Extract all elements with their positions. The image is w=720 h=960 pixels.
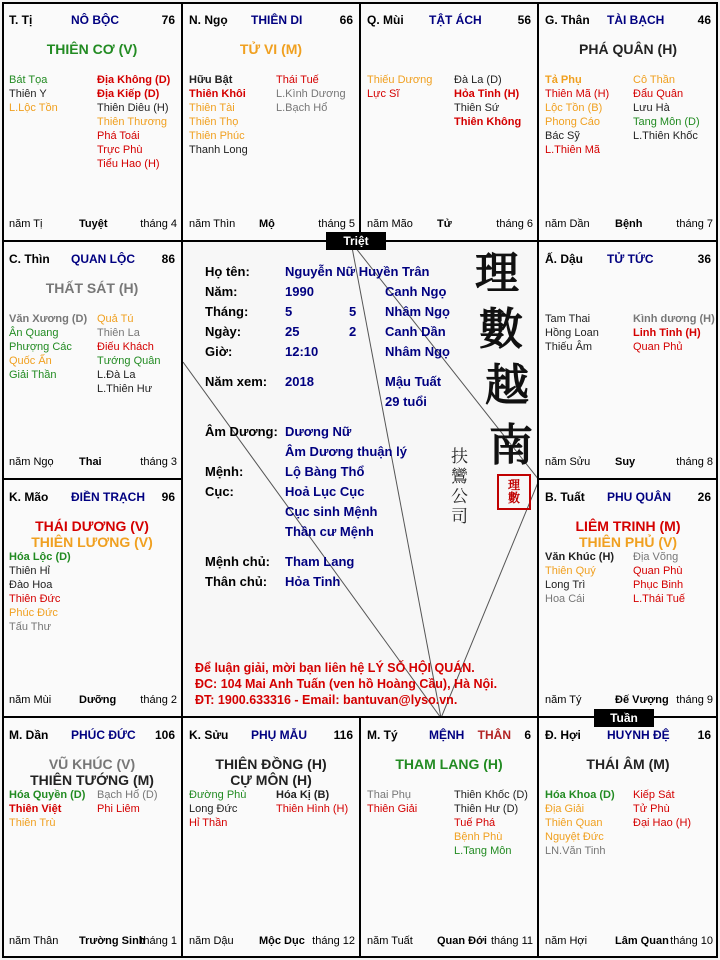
red-stamp: 理 數 bbox=[497, 474, 531, 510]
palace-can-chi: Ấ. Dậu bbox=[545, 252, 584, 266]
minor-stars-right bbox=[454, 788, 528, 858]
palace-dai-han: 116 bbox=[333, 728, 353, 742]
minor-star: Tang Môn (D) bbox=[633, 116, 700, 128]
thang-duong: 5 bbox=[285, 304, 293, 319]
palace-name: PHỤ MẪU bbox=[251, 728, 307, 742]
palace-month: tháng 7 bbox=[676, 218, 713, 230]
palace-truong-sinh: Dưỡng bbox=[79, 694, 117, 706]
ngay-duong: 25 bbox=[285, 324, 300, 339]
palace-month: tháng 10 bbox=[670, 935, 713, 947]
small-char-2: 鸞 bbox=[451, 467, 468, 487]
minor-stars-right bbox=[633, 312, 715, 354]
minor-stars-left bbox=[189, 73, 248, 157]
nam-xem-label: Năm xem: bbox=[205, 374, 268, 389]
minor-stars-right bbox=[97, 312, 161, 396]
contact-line-2: ĐC: 104 Mai Anh Tuấn (ven hồ Hoàng Cầu), Hà Nội. bbox=[195, 677, 498, 691]
main-star: TỬ VI (M) bbox=[239, 41, 303, 57]
palace-dai-han: 16 bbox=[697, 728, 711, 742]
minor-stars-right bbox=[633, 788, 691, 830]
cuc-label: Cục: bbox=[205, 484, 234, 499]
am-duong-label: Âm Dương: bbox=[205, 424, 278, 439]
palace-name: TỬ TỨC bbox=[607, 252, 654, 266]
calligraphy-char-1: 理 bbox=[475, 248, 519, 299]
palace-footer bbox=[545, 694, 713, 708]
calligraphy-seal bbox=[451, 248, 538, 582]
palace-month: tháng 6 bbox=[496, 218, 533, 230]
palace-ngo bbox=[182, 2, 360, 241]
minor-star: Phi Liêm bbox=[97, 803, 140, 815]
palace-truong-sinh: Tử bbox=[437, 218, 452, 230]
palace-can-chi: M. Dần bbox=[9, 728, 49, 742]
minor-star: Kiếp Sát bbox=[633, 789, 675, 801]
palace-name: PHÚC ĐỨC bbox=[71, 728, 136, 742]
cuc-value: Hoả Lục Cục bbox=[285, 484, 365, 499]
contact-line-3: ĐT: 1900.633316 - Email: bantuvan@lyso.vn. bbox=[195, 693, 458, 707]
palace-suu bbox=[182, 717, 360, 958]
calligraphy-char-3: 越 bbox=[485, 360, 529, 411]
minor-star: Nguyệt Đức bbox=[545, 831, 604, 843]
minor-star: Thái Tuế bbox=[276, 74, 319, 86]
palace-year: năm Sửu bbox=[545, 456, 591, 468]
palace-header bbox=[189, 728, 355, 744]
minor-star: Đẩu Quân bbox=[633, 88, 684, 100]
minor-star: Thiên Không bbox=[454, 116, 522, 128]
ngay-label: Ngày: bbox=[205, 324, 242, 339]
palace-name: MỆNH bbox=[429, 728, 465, 742]
palace-ty bbox=[360, 717, 538, 958]
minor-star: Bát Tọa bbox=[9, 74, 48, 86]
small-char-3: 公 bbox=[451, 487, 468, 507]
minor-star: L.Kình Dương bbox=[276, 88, 346, 100]
palace-header bbox=[9, 728, 177, 744]
minor-star: Hoa Cái bbox=[545, 593, 585, 605]
palace-dai-han: 96 bbox=[161, 490, 175, 504]
minor-star: L.Thiên Mã bbox=[545, 144, 601, 156]
palace-tuat bbox=[538, 479, 718, 717]
minor-star: Hóa Kị (B) bbox=[276, 789, 330, 801]
menh-chu-value: Tham Lang bbox=[285, 554, 355, 569]
minor-stars-left bbox=[545, 550, 614, 606]
nam-xem-can-chi: Mậu Tuất bbox=[385, 374, 442, 389]
minor-stars-right bbox=[97, 788, 158, 816]
minor-star: Hỏa Tinh (H) bbox=[454, 88, 520, 100]
minor-star: Quốc Ấn bbox=[9, 355, 52, 367]
minor-star: L.Đà La bbox=[97, 369, 136, 381]
palace-year: năm Hợi bbox=[545, 935, 588, 947]
palace-year: năm Tuất bbox=[367, 935, 413, 947]
palace-footer bbox=[545, 218, 713, 232]
gio-label: Giờ: bbox=[205, 344, 233, 359]
palace-dai-han: 6 bbox=[524, 728, 531, 742]
minor-star: Thiên Hỉ bbox=[9, 565, 50, 577]
minor-star: Ân Quang bbox=[9, 327, 59, 339]
palace-name: PHU QUÂN bbox=[607, 490, 672, 504]
minor-star: Phượng Các bbox=[9, 341, 72, 353]
palace-can-chi: M. Tý bbox=[367, 728, 398, 742]
palace-can-chi: T. Tị bbox=[9, 13, 33, 27]
tuoi-value: 29 tuổi bbox=[385, 394, 427, 409]
palace-header bbox=[189, 13, 355, 29]
main-star: PHÁ QUÂN (H) bbox=[579, 41, 677, 57]
main-star: THÁI ÂM (M) bbox=[586, 756, 670, 772]
minor-star: Đà La (D) bbox=[454, 74, 502, 86]
minor-star: Địa Không (D) bbox=[97, 74, 171, 86]
minor-star: Tấu Thư bbox=[9, 621, 52, 633]
ho-ten-value: Nguyễn Nữ Huyền Trân bbox=[285, 264, 430, 279]
palace-header bbox=[9, 490, 177, 506]
minor-stars-left bbox=[9, 73, 58, 115]
minor-star: Hóa Quyền (D) bbox=[9, 789, 86, 801]
minor-star: Thai Phụ bbox=[367, 789, 412, 801]
palace-can-chi: K. Sửu bbox=[189, 728, 229, 742]
minor-star: Linh Tinh (H) bbox=[633, 327, 701, 339]
main-star: THẤT SÁT (H) bbox=[45, 280, 139, 296]
minor-star: Lộc Tồn (B) bbox=[545, 102, 603, 114]
minor-star: Thiên Việt bbox=[9, 803, 62, 815]
nam-can-chi: Canh Ngọ bbox=[385, 284, 447, 299]
menh-chu-label: Mệnh chủ: bbox=[205, 554, 270, 569]
minor-star: Thiên Mã (H) bbox=[545, 88, 610, 100]
minor-stars-right bbox=[633, 73, 700, 143]
calligraphy-char-4: 南 bbox=[489, 420, 533, 471]
minor-star: Tướng Quân bbox=[97, 355, 161, 367]
minor-star: Long Đức bbox=[189, 803, 238, 815]
minor-stars-left bbox=[9, 312, 87, 382]
minor-star: L.Thái Tuế bbox=[633, 593, 685, 605]
thang-label: Tháng: bbox=[205, 304, 249, 319]
palace-header bbox=[367, 13, 533, 29]
palace-header bbox=[545, 252, 713, 268]
minor-stars-left bbox=[367, 788, 417, 816]
palace-header bbox=[367, 728, 533, 744]
minor-stars-left bbox=[545, 73, 609, 157]
minor-star: Bệnh Phù bbox=[454, 831, 503, 843]
minor-stars-left bbox=[545, 312, 599, 354]
minor-star: Đường Phù bbox=[189, 789, 247, 801]
ngay-am: 2 bbox=[349, 324, 357, 339]
minor-star: Thiên Hư (D) bbox=[454, 803, 519, 815]
minor-star: Bác Sỹ bbox=[545, 130, 580, 142]
tuan-marker: Tuần bbox=[594, 709, 654, 727]
minor-stars-left bbox=[9, 788, 85, 830]
palace-thin bbox=[2, 241, 182, 479]
palace-truong-sinh: Lâm Quan bbox=[615, 935, 669, 947]
nam-xem-value: 2018 bbox=[285, 374, 314, 389]
palace-year: năm Thân bbox=[9, 935, 59, 947]
minor-stars-left bbox=[545, 788, 615, 858]
minor-star: Giải Thần bbox=[9, 369, 57, 381]
gio-value: 12:10 bbox=[285, 344, 319, 359]
than-cu-menh: Thần cư Mệnh bbox=[285, 524, 374, 539]
minor-star: Quả Tú bbox=[97, 313, 134, 325]
minor-star: Phong Cáo bbox=[545, 116, 601, 128]
palace-year: năm Thìn bbox=[189, 218, 236, 230]
palace-truong-sinh: Bệnh bbox=[615, 218, 643, 230]
palace-name: TẬT ÁCH bbox=[429, 13, 482, 27]
palace-truong-sinh: Tuyệt bbox=[79, 218, 108, 230]
am-duong-ly: Âm Dương thuận lý bbox=[285, 444, 407, 459]
main-star: THIÊN ĐỒNG (H) bbox=[215, 756, 327, 772]
palace-can-chi: Đ. Hợi bbox=[545, 728, 581, 742]
palace-month: tháng 8 bbox=[676, 456, 713, 468]
minor-star: Thiên Trù bbox=[9, 817, 56, 829]
palace-footer bbox=[9, 935, 177, 949]
minor-star: Thiên Tài bbox=[189, 102, 235, 114]
palace-month: tháng 12 bbox=[312, 935, 355, 947]
main-stars bbox=[183, 41, 359, 57]
nam-value: 1990 bbox=[285, 284, 314, 299]
minor-star: Tử Phù bbox=[633, 803, 670, 815]
minor-star: Tả Phụ bbox=[545, 74, 582, 86]
small-char-1: 扶 bbox=[451, 447, 468, 467]
minor-stars-left bbox=[189, 788, 246, 830]
palace-dai-han: 66 bbox=[339, 13, 353, 27]
palace-truong-sinh: Mộ bbox=[259, 218, 275, 230]
minor-star: Kình dương (H) bbox=[633, 313, 715, 325]
minor-star: Hỉ Thần bbox=[189, 817, 228, 829]
palace-month: tháng 5 bbox=[318, 218, 355, 230]
small-char-4: 司 bbox=[451, 507, 468, 527]
palace-name: ĐIỀN TRẠCH bbox=[71, 490, 145, 504]
palace-truong-sinh: Quan Đới bbox=[437, 935, 487, 947]
palace-year: năm Dậu bbox=[189, 935, 234, 947]
palace-truong-sinh: Trường Sinh bbox=[79, 935, 146, 947]
palace-name: THIÊN DI bbox=[251, 13, 303, 27]
palace-footer bbox=[545, 935, 713, 949]
palace-truong-sinh: Thai bbox=[79, 456, 102, 468]
main-star: THIÊN CƠ (V) bbox=[46, 41, 138, 57]
palace-header bbox=[545, 13, 713, 29]
main-stars bbox=[539, 41, 717, 57]
gio-can-chi: Nhâm Ngọ bbox=[385, 344, 450, 359]
ho-ten-label: Họ tên: bbox=[205, 264, 250, 279]
minor-stars-right bbox=[633, 550, 685, 606]
main-stars bbox=[539, 756, 717, 772]
palace-footer bbox=[367, 935, 533, 949]
palace-header bbox=[9, 13, 177, 29]
palace-can-chi: B. Tuất bbox=[545, 490, 585, 504]
palace-header bbox=[9, 252, 177, 268]
palace-dai-han: 26 bbox=[697, 490, 711, 504]
minor-star: Lưu Hà bbox=[633, 102, 670, 114]
main-stars bbox=[3, 518, 181, 550]
minor-star: Thiên Thọ bbox=[189, 116, 239, 128]
minor-star: Phá Toái bbox=[97, 130, 140, 142]
palace-footer bbox=[9, 218, 177, 232]
palace-month: tháng 3 bbox=[140, 456, 177, 468]
palace-hoi bbox=[538, 717, 718, 958]
minor-star: Thiên Giải bbox=[367, 803, 418, 815]
minor-star: Văn Xương (D) bbox=[9, 313, 88, 325]
palace-month: tháng 2 bbox=[140, 694, 177, 706]
main-stars bbox=[3, 280, 181, 296]
palace-can-chi: K. Mão bbox=[9, 490, 49, 504]
palace-month: tháng 9 bbox=[676, 694, 713, 706]
palace-footer bbox=[367, 218, 533, 232]
minor-star: Thiên Quý bbox=[545, 565, 596, 577]
main-star: THIÊN LƯƠNG (V) bbox=[31, 534, 153, 550]
palace-can-chi: C. Thìn bbox=[9, 252, 50, 266]
main-star: THIÊN PHỦ (V) bbox=[579, 534, 677, 550]
than-marker: THÂN bbox=[477, 728, 511, 742]
contact-line-1: Để luận giải, mời bạn liên hệ LÝ SỐ HỘI QUÁN. bbox=[195, 661, 475, 675]
palace-name: TÀI BẠCH bbox=[607, 13, 665, 27]
minor-star: Lực Sĩ bbox=[367, 88, 400, 100]
minor-star: Thiên Phúc bbox=[189, 130, 245, 142]
minor-star: LN.Văn Tinh bbox=[545, 845, 606, 857]
main-stars bbox=[361, 756, 537, 772]
palace-month: tháng 1 bbox=[140, 935, 177, 947]
palace-can-chi: N. Ngọ bbox=[189, 13, 228, 27]
palace-name: QUAN LỘC bbox=[71, 252, 135, 266]
palace-year: năm Mão bbox=[367, 218, 413, 230]
minor-star: Thiên Thương bbox=[97, 116, 168, 128]
palace-dai-han: 76 bbox=[161, 13, 175, 27]
minor-star: Trực Phù bbox=[97, 144, 143, 156]
minor-star: Tiểu Hao (H) bbox=[97, 158, 160, 170]
main-stars bbox=[183, 756, 359, 788]
minor-star: Thiếu Âm bbox=[545, 341, 593, 353]
minor-star: Long Trì bbox=[545, 579, 586, 591]
triet-marker: Triệt bbox=[326, 232, 386, 250]
menh-value: Lộ Bàng Thổ bbox=[285, 464, 365, 479]
main-stars bbox=[3, 41, 181, 57]
minor-star: L.Lộc Tồn bbox=[9, 102, 58, 114]
minor-star: Địa Giải bbox=[545, 803, 585, 815]
palace-year: năm Mùi bbox=[9, 694, 52, 706]
minor-stars-right bbox=[97, 73, 170, 171]
main-stars bbox=[3, 756, 181, 788]
minor-star: Điếu Khách bbox=[97, 341, 154, 353]
am-duong-value: Dương Nữ bbox=[285, 424, 352, 439]
palace-truong-sinh: Mộc Dục bbox=[259, 935, 305, 947]
minor-star: Quan Phủ bbox=[633, 341, 683, 353]
thang-can-chi: Nhâm Ngọ bbox=[385, 304, 450, 319]
minor-star: Quan Phù bbox=[633, 565, 683, 577]
cuc-sinh-menh: Cục sinh Mệnh bbox=[285, 504, 378, 519]
palace-than bbox=[538, 2, 718, 241]
minor-star: Thiên Khôi bbox=[189, 88, 246, 100]
minor-star: Thiếu Dương bbox=[367, 74, 433, 86]
minor-star: Đào Hoa bbox=[9, 579, 53, 591]
palace-footer bbox=[9, 456, 177, 470]
minor-stars-right bbox=[276, 788, 348, 816]
minor-star: Hóa Khoa (D) bbox=[545, 789, 615, 801]
menh-label: Mệnh: bbox=[205, 464, 244, 479]
palace-dai-han: 86 bbox=[161, 252, 175, 266]
minor-star: Phúc Đức bbox=[9, 607, 58, 619]
thang-am: 5 bbox=[349, 304, 357, 319]
palace-year: năm Ngọ bbox=[9, 456, 54, 468]
minor-star: Thiên Quan bbox=[545, 817, 603, 829]
ngay-can-chi: Canh Dần bbox=[385, 324, 446, 339]
than-chu-label: Thân chủ: bbox=[205, 574, 268, 589]
palace-name: NÔ BỘC bbox=[71, 13, 119, 27]
minor-star: Cô Thần bbox=[633, 74, 675, 86]
palace-dai-han: 36 bbox=[697, 252, 711, 266]
minor-stars-right bbox=[454, 73, 521, 129]
palace-footer bbox=[545, 456, 713, 470]
palace-month: tháng 11 bbox=[490, 935, 533, 947]
calligraphy-char-2: 數 bbox=[479, 304, 523, 355]
palace-name: HUYNH ĐỆ bbox=[607, 728, 670, 742]
minor-star: Thiên Khốc (D) bbox=[454, 789, 528, 801]
minor-star: Văn Khúc (H) bbox=[545, 551, 615, 563]
minor-star: Thiên La bbox=[97, 327, 140, 339]
minor-star: Địa Võng bbox=[633, 551, 679, 563]
palace-year: năm Tý bbox=[545, 694, 582, 706]
palace-dai-han: 56 bbox=[517, 13, 531, 27]
than-chu-value: Hỏa Tinh bbox=[285, 574, 341, 589]
palace-month: tháng 4 bbox=[140, 218, 177, 230]
minor-star: Phục Binh bbox=[633, 579, 684, 591]
palace-year: năm Dần bbox=[545, 218, 590, 230]
palace-dau bbox=[538, 241, 718, 479]
minor-star: L.Bạch Hổ bbox=[276, 102, 328, 114]
palace-mao bbox=[2, 479, 182, 717]
minor-star: Địa Kiếp (D) bbox=[97, 88, 160, 100]
minor-star: Thiên Diêu (H) bbox=[97, 102, 169, 114]
palace-ti bbox=[2, 2, 182, 241]
palace-year: năm Tị bbox=[9, 218, 43, 230]
contact-info bbox=[195, 660, 497, 708]
main-star: LIÊM TRINH (M) bbox=[575, 518, 681, 534]
minor-star: Bạch Hổ (D) bbox=[97, 789, 158, 801]
main-star: CỰ MÔN (H) bbox=[230, 772, 312, 788]
palace-truong-sinh: Đế Vượng bbox=[615, 694, 669, 706]
minor-star: Hữu Bật bbox=[189, 74, 233, 86]
palace-footer bbox=[189, 218, 355, 232]
main-star: THIÊN TƯỚNG (M) bbox=[30, 772, 154, 788]
main-star: THAM LANG (H) bbox=[395, 756, 503, 772]
minor-star: Thiên Đức bbox=[9, 593, 61, 605]
palace-dai-han: 106 bbox=[154, 728, 175, 742]
minor-star: Thiên Sứ bbox=[454, 102, 500, 114]
minor-star: Tam Thai bbox=[545, 313, 591, 325]
palace-can-chi: G. Thân bbox=[545, 13, 590, 27]
main-star: THÁI DƯƠNG (V) bbox=[35, 518, 149, 534]
minor-star: Thiên Hình (H) bbox=[276, 803, 349, 815]
palace-can-chi: Q. Mùi bbox=[367, 13, 404, 27]
center-info-panel bbox=[182, 241, 538, 717]
palace-header bbox=[545, 490, 713, 506]
palace-dai-han: 46 bbox=[697, 13, 711, 27]
minor-star: Tuế Phá bbox=[454, 817, 496, 829]
palace-footer bbox=[9, 694, 177, 708]
minor-star: Thanh Long bbox=[189, 144, 248, 156]
minor-stars-right bbox=[276, 73, 346, 115]
palace-header bbox=[545, 728, 713, 744]
main-stars bbox=[539, 518, 717, 550]
minor-star: Thiên Y bbox=[9, 88, 47, 100]
minor-star: Đại Hao (H) bbox=[633, 817, 692, 829]
minor-stars-left bbox=[367, 73, 432, 101]
minor-star: L.Thiên Khốc bbox=[633, 130, 698, 142]
minor-star: Hóa Lộc (D) bbox=[9, 551, 71, 563]
palace-footer bbox=[189, 935, 355, 949]
palace-dan bbox=[2, 717, 182, 958]
minor-star: L.Thiên Hư bbox=[97, 383, 153, 395]
minor-star: Hồng Loan bbox=[545, 327, 599, 339]
minor-star: L.Tang Môn bbox=[454, 845, 512, 857]
minor-stars-left bbox=[9, 550, 71, 634]
main-star: VŨ KHÚC (V) bbox=[48, 756, 136, 772]
palace-truong-sinh: Suy bbox=[615, 456, 636, 468]
palace-mui bbox=[360, 2, 538, 241]
nam-label: Năm: bbox=[205, 284, 238, 299]
